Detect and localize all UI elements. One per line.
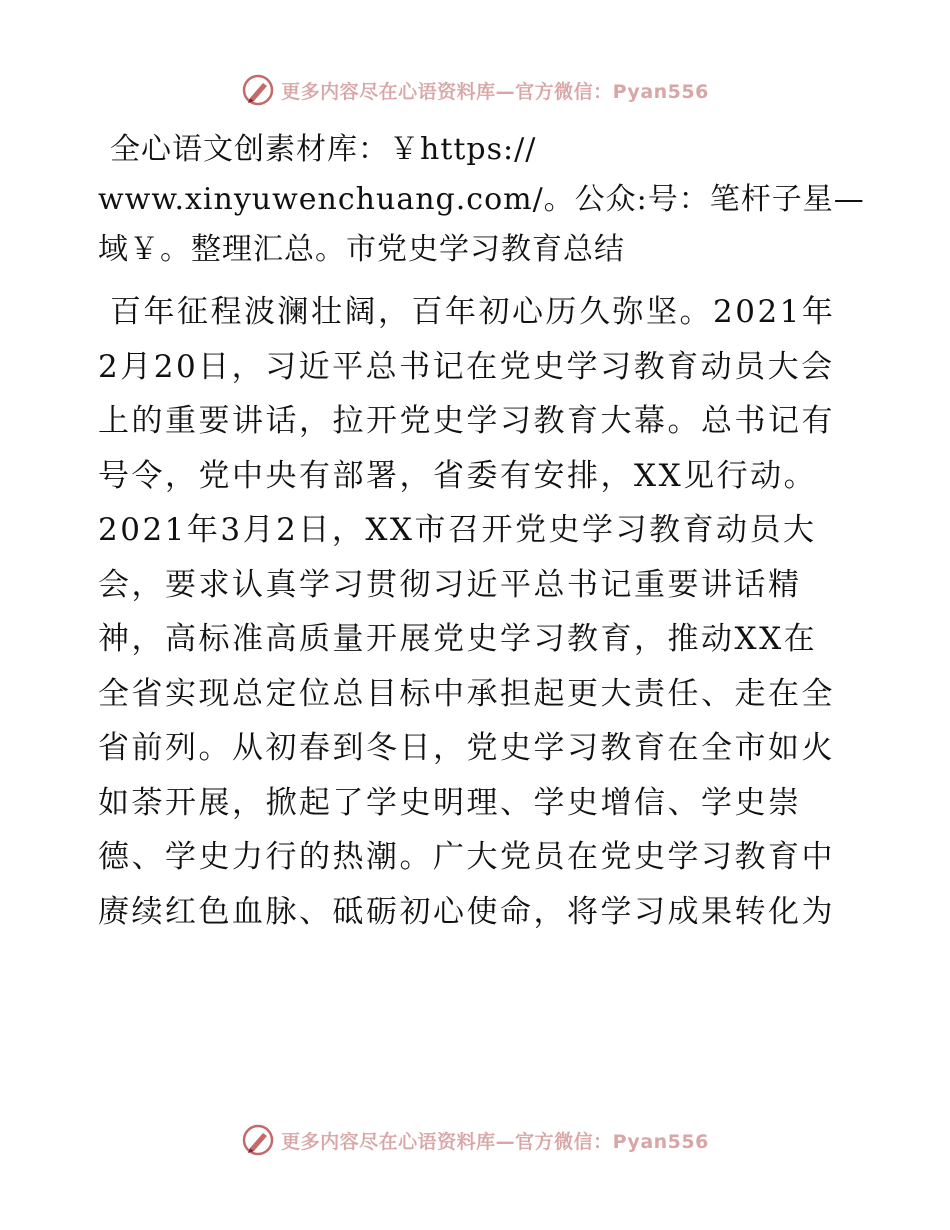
intro-line: www.xinyuwenchuang.com/。公众:号：笔杆子星— <box>98 182 865 217</box>
document-body <box>98 125 865 939</box>
intro-paragraph <box>98 125 865 275</box>
body-line: 号令，党中央有部署，省委有安排，XX见行动。 <box>98 457 818 494</box>
body-line: 2月20日，习近平总书记在党史学习教育动员大会 <box>98 348 835 385</box>
body-line: 上的重要讲话，拉开党史学习教育大幕。总书记有 <box>98 403 835 439</box>
footer-watermark <box>0 1120 950 1160</box>
intro-line: 域￥。整理汇总。市党史学习教育总结 <box>98 232 625 267</box>
header-watermark <box>0 70 950 110</box>
body-line: 神，高标准高质量开展党史学习教育，推动XX在 <box>98 621 818 657</box>
body-line: 德、学史力行的热潮。广大党员在党史学习教育中 <box>98 839 835 875</box>
body-line: 2021年3月2日，XX市召开党史学习教育动员大 <box>98 512 817 548</box>
watermark-text: 更多内容尽在心语资料库—官方微信：Pyan556 <box>281 1130 709 1153</box>
pen-logo-icon <box>241 1123 275 1157</box>
pen-logo-icon <box>241 73 275 107</box>
body-line: 省前列。从初春到冬日，党史学习教育在全市如火 <box>98 730 835 766</box>
body-paragraph <box>98 285 858 939</box>
watermark-text: 更多内容尽在心语资料库—官方微信：Pyan556 <box>281 80 709 103</box>
body-line: 百年征程波澜壮阔，百年初心历久弥坚。2021年 <box>110 294 836 330</box>
body-line: 会，要求认真学习贯彻习近平总书记重要讲话精 <box>98 566 802 603</box>
body-line: 如荼开展，掀起了学史明理、学史增信、学史崇 <box>98 784 802 821</box>
intro-line: 全心语文创素材库：￥https:// <box>110 132 537 167</box>
body-line: 全省实现总定位总目标中承担起更大责任、走在全 <box>98 675 835 712</box>
body-line: 赓续红色血脉、砥砺初心使命，将学习成果转化为 <box>98 893 835 930</box>
